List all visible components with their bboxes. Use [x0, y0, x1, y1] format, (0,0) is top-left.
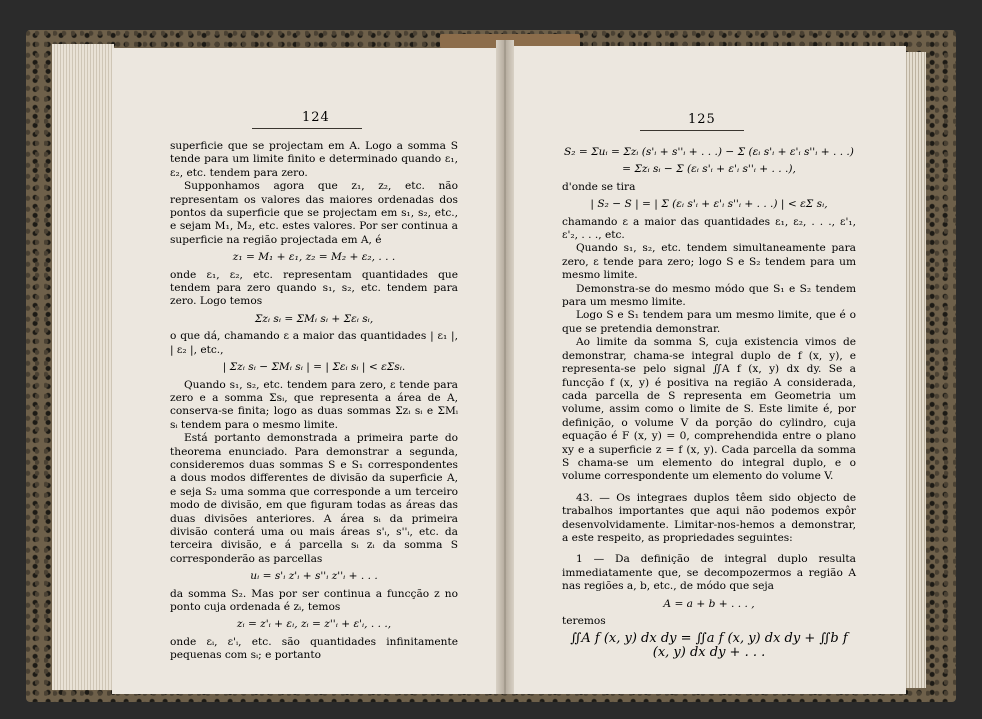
right-header-rule [640, 130, 744, 131]
right-page-line: A = a + b + . . . , [663, 597, 755, 610]
right-page-line: 43. — Os integraes duplos têem sido objecto de trabalhos importantes que aqui não podemos expôr desenvolvidamente. Limitar-nos-hemos a demonstrar, a este respeito, as propriedades seguintes: [562, 491, 856, 544]
right-page-line: Quando s₁, s₂, etc. tendem simultaneamente para zero, ε tende para zero; logo S e S₂ tendem para um mesmo limite. [562, 242, 856, 282]
right-page-line: teremos [562, 615, 606, 627]
right-page-line: = Σzᵢ sᵢ − Σ (εᵢ s'ᵢ + ε'ᵢ s''ᵢ + . . .), [622, 163, 796, 176]
right-page-number: 125 [688, 112, 716, 127]
right-page-line: S₂ = Σuᵢ = Σzᵢ (s'ᵢ + s''ᵢ + . . .) − Σ (εᵢ s'ᵢ + ε'ᵢ s''ᵢ + . . .) [564, 146, 854, 158]
right-page-line: 1 — Da definição de integral duplo resulta immediatamente que, se decompozermos a região A nas regiões a, b, etc., de módo que seja [562, 553, 856, 593]
left-page-line: Está portanto demonstrada a primeira parte do theorema enunciado. Para demonstrar a segunda, consideremos duas sommas S e S₁ correspondentes a dous modos differentes de divisão da superficie A, e seja S₂ uma somma que corresponde a um terceiro modo de divisão, em que figuram todas as áreas das duas divisões anteriores. A área sᵢ da primeira divisão conterá uma ou mais áreas s'ᵢ, s''ᵢ, etc. da terceira divisão, e á parcella sᵢ zᵢ da somma S corresponderão as parcellas [170, 432, 458, 565]
right-page-line: Demonstra-se do mesmo módo que S₁ e S₂ tendem para um mesmo limite. [562, 282, 856, 309]
left-page-line: da somma S₂. Mas por ser continua a funcção z no ponto cuja ordenada é zᵢ, temos [170, 587, 458, 613]
right-page-line: ∬A f (x, y) dx dy = ∬a f (x, y) dx dy + ∬b f (x, y) dx dy + . . . [570, 631, 848, 660]
left-header-rule [252, 128, 362, 129]
left-page-line: | Σzᵢ sᵢ − ΣMᵢ sᵢ | = | Σεᵢ sᵢ | < εΣsᵢ. [222, 361, 406, 374]
left-page-stack-edge [52, 44, 114, 690]
left-page-line: Supponhamos agora que z₁, z₂, etc. não representam os valores das maiores ordenadas dos pontos da superficie que se projectam em s₁, s₂, etc., e sejam M₁, M₂, etc. estes valores. Por ser continua a superficie na região projectada em A, é [170, 180, 458, 246]
left-page-line: onde εᵢ, ε'ᵢ, etc. são quantidades infinitamente pequenas com sᵢ; e portanto [170, 635, 458, 662]
right-page-line: Ao limite da somma S, cuja existencia vimos de demonstrar, chama-se integral duplo de f (x, y), e representa-se pelo signal ∬A f (x, y) dx dy. Se a funcção f (x, y) é positiva na região A considerada, cada parcella de S representa em Geometria um volume, assim como o limite de S. Este limite é, por definição, o volume V da porção do cylindro, cuja equação é F (x, y) = 0, comprehendida entre o plano xy e a superficie z = f (x, y). Cada parcella da somma S chama-se um elemento do integral duplo, e o volume correspondente um elemento do volume V. [562, 336, 856, 483]
right-page-line: d'onde se tira [562, 180, 636, 193]
right-page-body-text [562, 142, 856, 659]
book-gutter [496, 40, 514, 694]
left-page-line: Σzᵢ sᵢ = ΣMᵢ sᵢ + Σεᵢ sᵢ, [254, 312, 374, 325]
left-page-line: superficie que se projectam em A. Logo a somma S tende para um limite finito e determinado quando ε₁, ε₂, etc. tendem para zero. [170, 140, 458, 179]
right-page-line: Logo S e S₁ tendem para um mesmo limite, que é o que se pretendia demonstrar. [562, 309, 856, 335]
left-page-number: 124 [302, 110, 330, 125]
left-page-line: onde ε₁, ε₂, etc. representam quantidades que tendem para zero quando s₁, s₂, etc. tendem para zero. Logo temos [170, 268, 458, 308]
right-page-line: | S₂ − S | = | Σ (εᵢ s'ᵢ + ε'ᵢ s''ᵢ + . . .) | < εΣ sᵢ, [590, 198, 828, 211]
left-page-line: z₁ = M₁ + ε₁, z₂ = M₂ + ε₂, . . . [232, 251, 396, 264]
left-page-line: zᵢ = z'ᵢ + εᵢ, zᵢ = z''ᵢ + ε'ᵢ, . . ., [236, 618, 392, 631]
left-page-line: o que dá, chamando ε a maior das quantidades | ε₁ |, | ε₂ |, etc., [170, 330, 458, 356]
left-page-line: Quando s₁, s₂, etc. tendem para zero, ε tende para zero e a somma Σsᵢ, que representa a área de A, conserva-se finita; logo as duas sommas Σzᵢ sᵢ e ΣMᵢ sᵢ tendem para o mesmo limite. [170, 378, 458, 431]
left-page-line: uᵢ = s'ᵢ z'ᵢ + s''ᵢ z''ᵢ + . . . [250, 570, 378, 583]
right-page-line: chamando ε a maior das quantidades ε₁, ε₂, . . ., ε'₁, ε'₂, . . ., etc. [562, 215, 856, 242]
right-page-stack-edge [904, 52, 926, 688]
left-page-body-text [170, 140, 458, 663]
